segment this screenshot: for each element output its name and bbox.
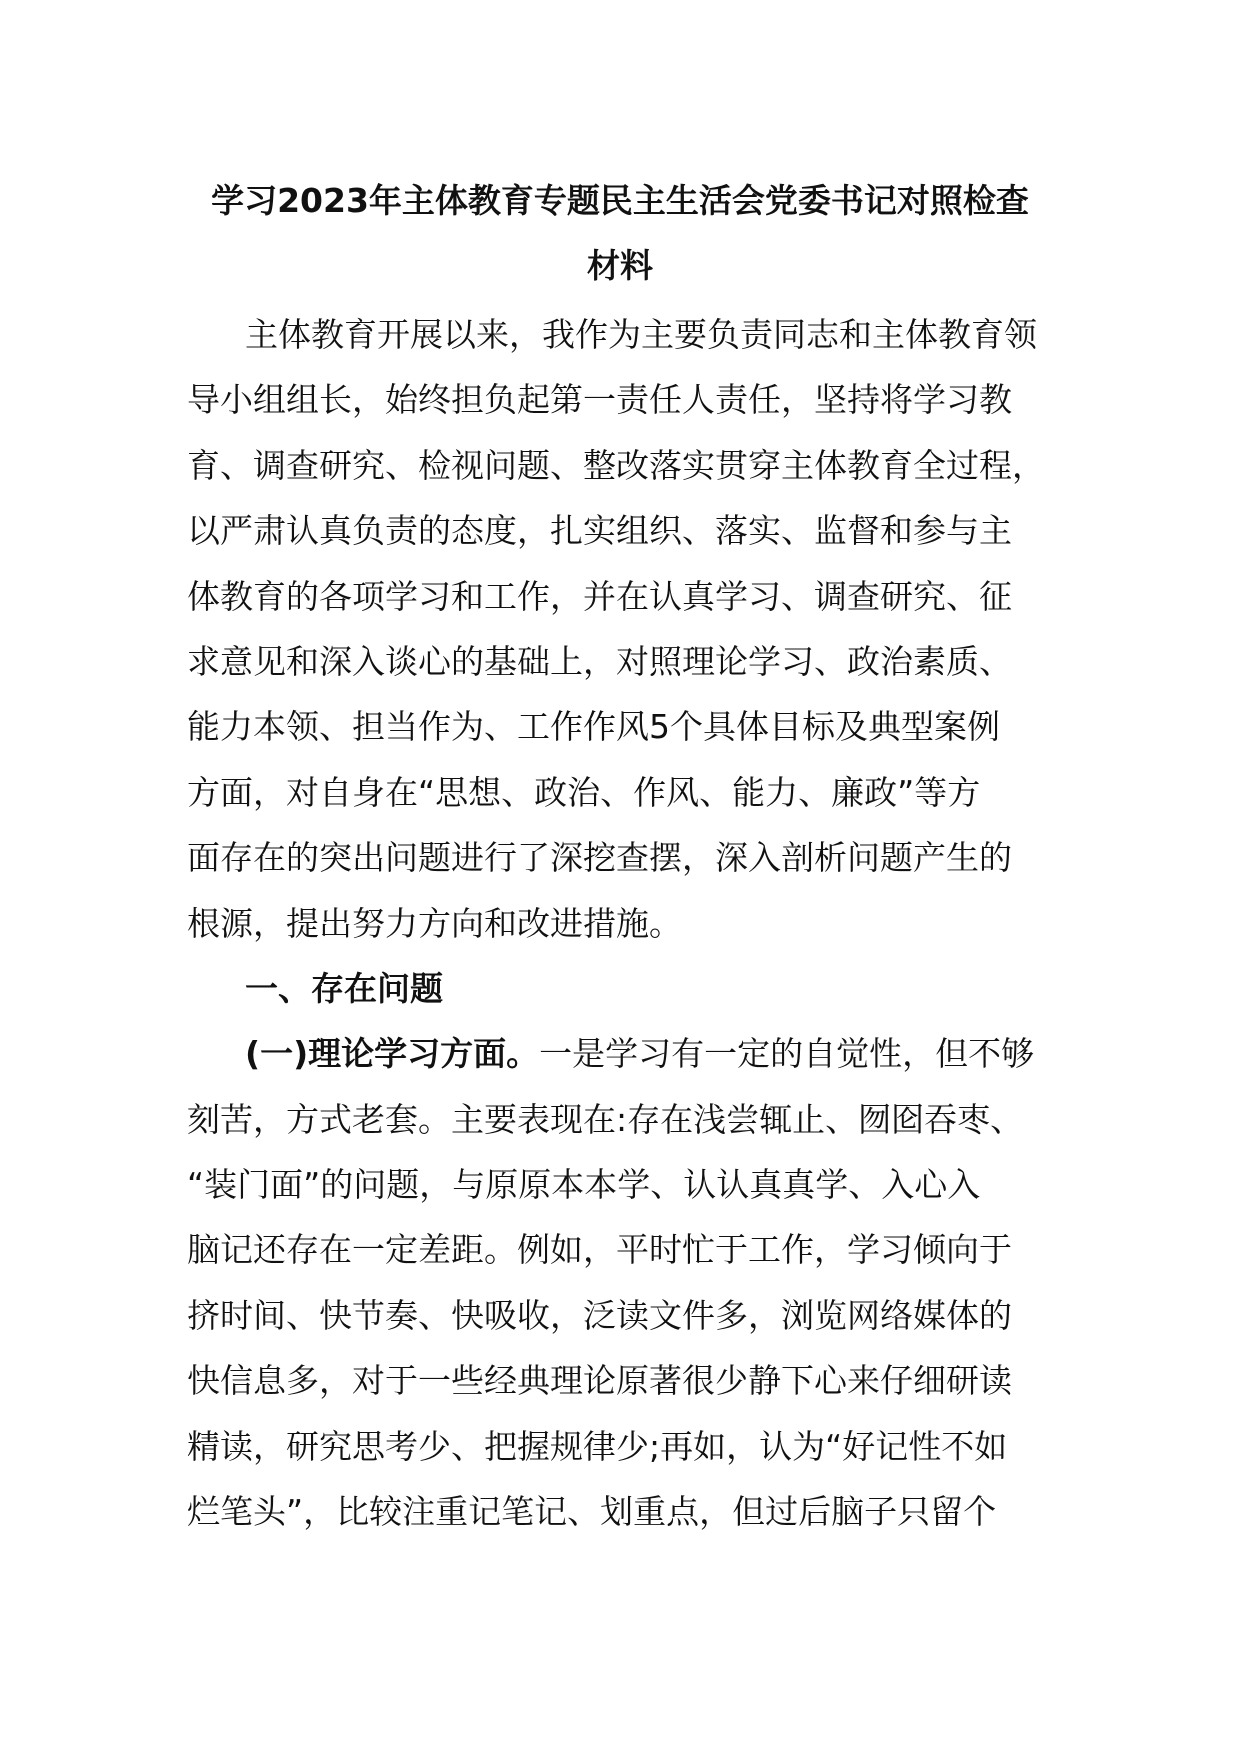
subsection-first-line: [187, 1021, 1057, 1086]
subsection-line: 刻苦，方式老套。主要表现在:存在浅尝辄止、囫囵吞枣、: [187, 1099, 1024, 1139]
title-line-2: 材料: [587, 246, 653, 286]
intro-line: 育、调查研究、检视问题、整改落实贯穿主体教育全过程，: [187, 445, 1045, 485]
subsection-line: 脑记还存在一定差距。例如，平时忙于工作，学习倾向于: [187, 1230, 1012, 1270]
subsection-line: “装门面”的问题，与原原本本学、认认真真学、入心入: [187, 1165, 981, 1205]
subsection-line: 快信息多，对于一些经典理论原著很少静下心来仔细研读: [187, 1361, 1012, 1401]
section-heading: 一、存在问题: [245, 968, 443, 1008]
intro-line: 以严肃认真负责的态度，扎实组织、落实、监督和参与主: [187, 511, 1012, 551]
subsection-line: 挤时间、快节奏、快吸收，泛读文件多，浏览网络媒体的: [187, 1295, 1012, 1335]
intro-line: 方面，对自身在“思想、政治、作风、能力、廉政”等方: [187, 772, 981, 812]
intro-line: 根源，提出努力方向和改进措施。: [187, 903, 682, 943]
intro-line: 面存在的突出问题进行了深挖查摆，深入剖析问题产生的: [187, 838, 1012, 878]
intro-line: 主体教育开展以来，我作为主要负责同志和主体教育领: [245, 315, 1037, 354]
intro-line: 导小组组长，始终担负起第一责任人责任，坚持将学习教: [187, 380, 1012, 420]
intro-line: 能力本领、担当作为、工作作风5个具体目标及典型案例: [187, 707, 1000, 747]
document-title: [180, 168, 1060, 299]
subsection-line: 精读，研究思考少、把握规律少;再如，认为“好记性不如: [187, 1426, 1008, 1466]
document-body: [187, 302, 1057, 1544]
subsection-line: 烂笔头”，比较注重记笔记、划重点，但过后脑子只留个: [187, 1492, 997, 1532]
subsection-paragraph: [187, 1021, 1057, 1544]
intro-line: 体教育的各项学习和工作，并在认真学习、调查研究、征: [187, 576, 1012, 616]
subsection-first-line-text: 一是学习有一定的自觉性，但不够: [539, 1034, 1035, 1074]
intro-paragraph: [187, 302, 1057, 956]
subsection-heading: (一)理论学习方面。: [245, 1034, 540, 1074]
title-line-1: 学习2023年主体教育专题民主生活会党委书记对照检查: [211, 181, 1029, 220]
intro-line: 求意见和深入谈心的基础上，对照理论学习、政治素质、: [187, 641, 1012, 681]
